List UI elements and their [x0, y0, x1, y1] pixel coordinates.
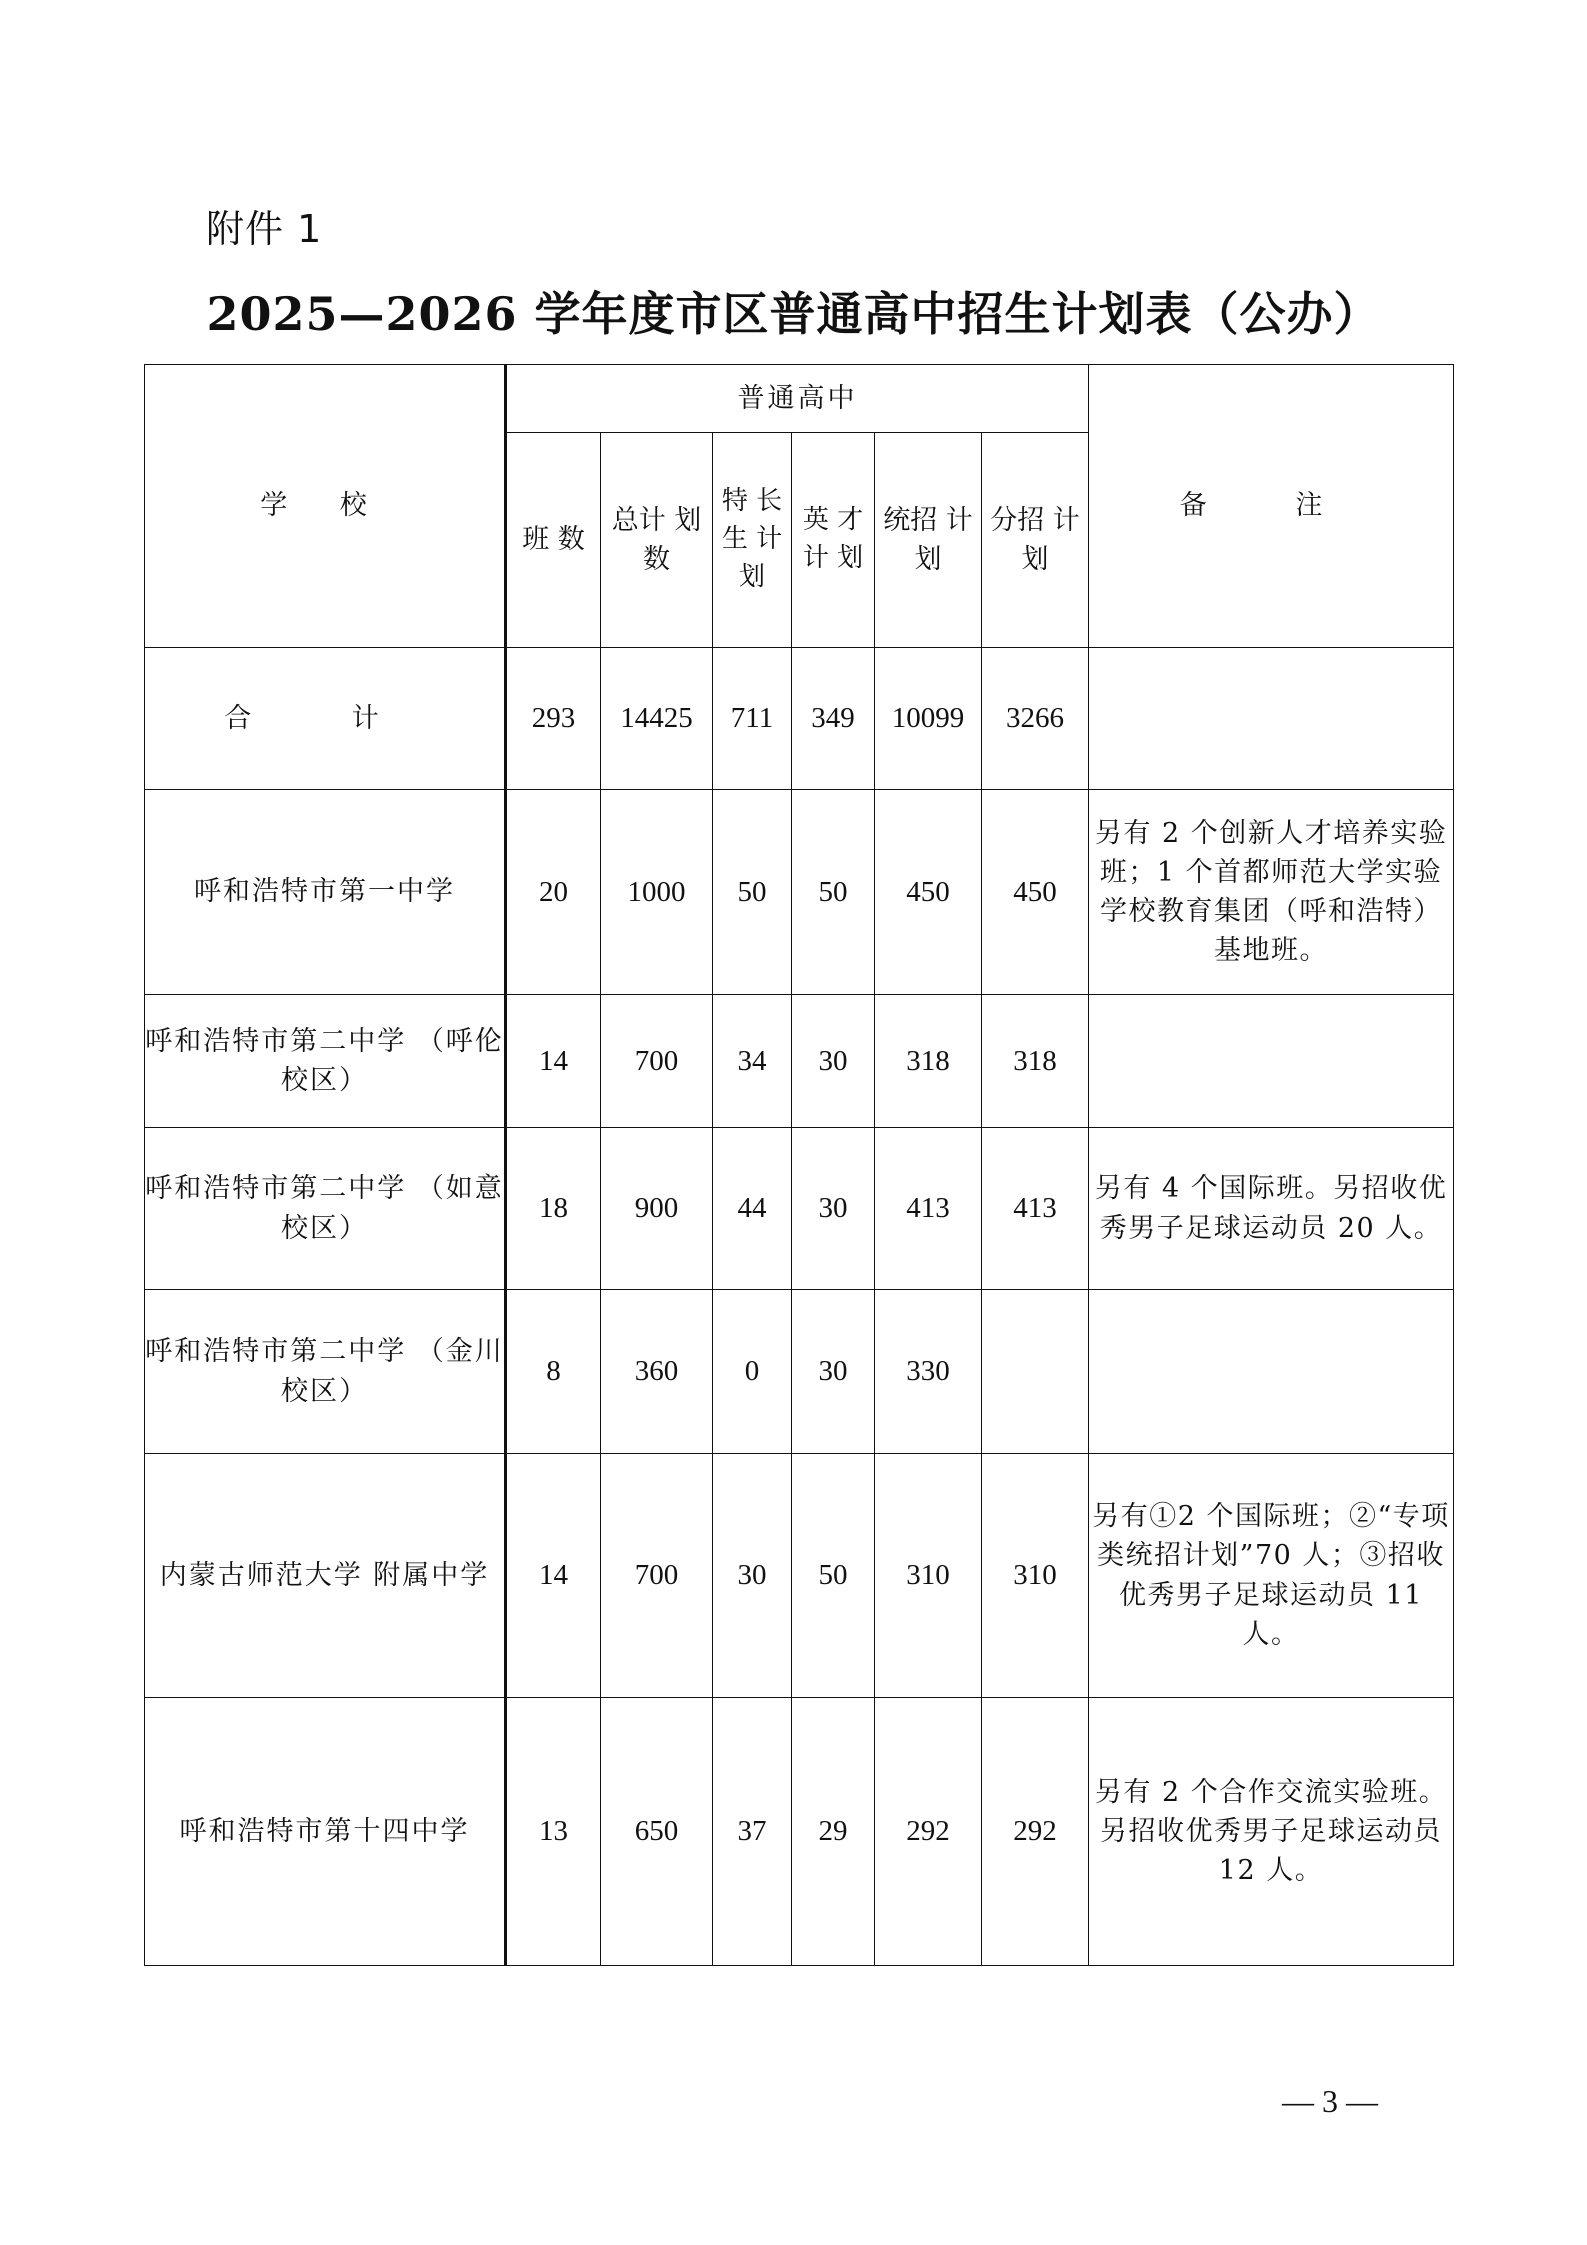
- specialty-plan-value: 44: [713, 1128, 792, 1290]
- header-classes: 班 数: [506, 433, 601, 648]
- allocated-plan-value: 450: [982, 790, 1089, 995]
- table-row: [145, 790, 1454, 995]
- remark: 另有 2 个合作交流实验班。另招收优秀男子足球运动员 12 人。: [1089, 1698, 1454, 1966]
- unified-plan-value: 318: [875, 995, 982, 1128]
- header-allocated-plan: 分招 计划: [982, 433, 1089, 648]
- allocated-plan-value: 413: [982, 1128, 1089, 1290]
- talent-plan-value: 30: [792, 995, 875, 1128]
- page-number: — 3 —: [1282, 2083, 1378, 2119]
- unified-plan-value: 413: [875, 1128, 982, 1290]
- unified-plan-value: 10099: [875, 648, 982, 790]
- specialty-plan-value: 0: [713, 1290, 792, 1454]
- allocated-plan-value: 310: [982, 1454, 1089, 1698]
- table-row: [145, 1454, 1454, 1698]
- total-plan-value: 14425: [601, 648, 713, 790]
- unified-plan-value: 330: [875, 1290, 982, 1454]
- total-plan-value: 650: [601, 1698, 713, 1966]
- table-row: [145, 1128, 1454, 1290]
- specialty-plan-value: 34: [713, 995, 792, 1128]
- school-name: 呼和浩特市第二中学 （呼伦校区）: [145, 995, 506, 1128]
- classes-count: 18: [506, 1128, 601, 1290]
- specialty-plan-value: 711: [713, 648, 792, 790]
- allocated-plan-value: 3266: [982, 648, 1089, 790]
- remark: [1089, 995, 1454, 1128]
- school-name: 内蒙古师范大学 附属中学: [145, 1454, 506, 1698]
- talent-plan-value: 50: [792, 790, 875, 995]
- classes-count: 8: [506, 1290, 601, 1454]
- enrollment-plan-table: [144, 364, 1454, 1966]
- unified-plan-value: 450: [875, 790, 982, 995]
- school-name: 呼和浩特市第二中学 （金川校区）: [145, 1290, 506, 1454]
- header-remarks: 备 注: [1089, 365, 1454, 648]
- allocated-plan-value: 318: [982, 995, 1089, 1128]
- school-name: 合 计: [145, 648, 506, 790]
- classes-count: 20: [506, 790, 601, 995]
- document-title: 2025—2026 学年度市区普通高中招生计划表（公办）: [206, 287, 1381, 341]
- talent-plan-value: 30: [792, 1128, 875, 1290]
- table-row: [145, 1698, 1454, 1966]
- remark: 另有①2 个国际班；②“专项类统招计划”70 人；③招收优秀男子足球运动员 11 人。: [1089, 1454, 1454, 1698]
- specialty-plan-value: 50: [713, 790, 792, 995]
- remark: [1089, 1290, 1454, 1454]
- attachment-label: 附件 1: [206, 207, 323, 251]
- total-plan-value: 700: [601, 1454, 713, 1698]
- header-group-general-high-school: 普通高中: [506, 365, 1089, 433]
- classes-count: 13: [506, 1698, 601, 1966]
- school-name: 呼和浩特市第二中学 （如意校区）: [145, 1128, 506, 1290]
- talent-plan-value: 30: [792, 1290, 875, 1454]
- allocated-plan-value: 292: [982, 1698, 1089, 1966]
- specialty-plan-value: 30: [713, 1454, 792, 1698]
- total-plan-value: 360: [601, 1290, 713, 1454]
- specialty-plan-value: 37: [713, 1698, 792, 1966]
- talent-plan-value: 349: [792, 648, 875, 790]
- remark: 另有 4 个国际班。另招收优秀男子足球运动员 20 人。: [1089, 1128, 1454, 1290]
- table-row: [145, 1290, 1454, 1454]
- header-specialty-plan: 特 长 生 计 划: [713, 433, 792, 648]
- classes-count: 14: [506, 995, 601, 1128]
- remark: [1089, 648, 1454, 790]
- allocated-plan-value: [982, 1290, 1089, 1454]
- total-plan-value: 700: [601, 995, 713, 1128]
- talent-plan-value: 29: [792, 1698, 875, 1966]
- total-plan-value: 1000: [601, 790, 713, 995]
- unified-plan-value: 292: [875, 1698, 982, 1966]
- header-unified-plan: 统招 计划: [875, 433, 982, 648]
- header-school: 学 校: [145, 365, 506, 648]
- unified-plan-value: 310: [875, 1454, 982, 1698]
- school-name: 呼和浩特市第十四中学: [145, 1698, 506, 1966]
- classes-count: 293: [506, 648, 601, 790]
- talent-plan-value: 50: [792, 1454, 875, 1698]
- remark: 另有 2 个创新人才培养实验班；1 个首都师范大学实验学校教育集团（呼和浩特）基地班。: [1089, 790, 1454, 995]
- header-total-plan: 总计 划数: [601, 433, 713, 648]
- table-row: [145, 995, 1454, 1128]
- total-plan-value: 900: [601, 1128, 713, 1290]
- table-row-total: [145, 648, 1454, 790]
- classes-count: 14: [506, 1454, 601, 1698]
- school-name: 呼和浩特市第一中学: [145, 790, 506, 995]
- header-talent-plan: 英 才 计 划: [792, 433, 875, 648]
